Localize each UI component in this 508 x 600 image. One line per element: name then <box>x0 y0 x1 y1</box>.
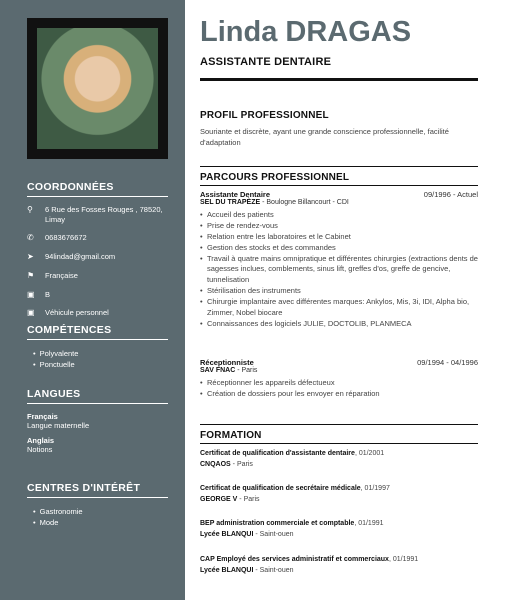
interests-section-title: CENTRES D'INTÉRÊT <box>27 482 168 498</box>
job-role: Réceptionniste <box>200 358 254 367</box>
contact-section-title: COORDONNÉES <box>27 181 168 197</box>
education-degree: Certificat de qualification de secrétaire médicale <box>200 485 361 492</box>
education-school: GEORGE V <box>200 495 238 503</box>
car-icon: ▣ <box>27 308 35 318</box>
task-item: • Réceptionner les appareils défectueux <box>200 378 478 389</box>
contact-license-text: B <box>45 289 51 299</box>
education-school: Lycée BLANQUI <box>200 530 254 538</box>
language-level: Langue maternelle <box>27 421 90 430</box>
job-header <box>200 358 478 367</box>
skill-item: • Polyvalente <box>27 348 168 359</box>
car-icon: ▣ <box>27 289 35 299</box>
task-item: • Création de dossiers pour les envoyer en réparation <box>200 389 478 400</box>
education-entry <box>200 449 478 470</box>
language-level: Notions <box>27 445 53 454</box>
task-list <box>200 378 478 400</box>
job-employer: SAV FNAC <box>200 367 236 374</box>
education-year: , 01/2001 <box>354 450 385 457</box>
task-item: • Relation entre les laboratoires et le Cabinet <box>200 232 478 243</box>
contact-phone-text: 0683676672 <box>45 233 87 243</box>
task-item: • Chirurgie implantaire avec différentes marques: Ankylos, Mis, 3i, IDI, Alpha bio, Zimmer, Nobel biocare <box>200 297 478 319</box>
skill-item: • Ponctuelle <box>27 359 168 370</box>
task-item: • Gestion des stocks et des commandes <box>200 243 478 254</box>
contact-license <box>27 290 168 301</box>
job-employer: SEL DU TRAPÈZE <box>200 199 261 206</box>
education-degree: Certificat de qualification d'assistante dentaire <box>200 450 355 457</box>
job-dates: 09/1994 - 04/1996 <box>417 358 478 367</box>
interests-section <box>27 482 168 529</box>
education-entry <box>200 519 478 540</box>
job-entry <box>200 358 478 400</box>
education-degree: BEP administration commerciale et comptable <box>200 520 355 527</box>
job-details: - Paris <box>235 367 258 374</box>
education-section-title: FORMATION <box>200 430 478 444</box>
education-entry <box>200 484 478 505</box>
send-icon: ➤ <box>27 252 34 262</box>
education-degree-line <box>200 449 478 460</box>
header-divider <box>200 78 478 81</box>
job-employer-line <box>200 367 478 374</box>
profile-divider <box>200 166 478 167</box>
contact-email <box>27 252 168 263</box>
language-name: Anglais <box>27 436 55 445</box>
job-header <box>200 190 478 199</box>
education-degree: CAP Employé des services administratif et commerciaux <box>200 556 389 563</box>
contact-vehicle <box>27 308 168 319</box>
task-item: • Stérilisation des instruments <box>200 286 478 297</box>
job-role: Assistante Dentaire <box>200 190 271 199</box>
education-school-line <box>200 566 478 577</box>
education-place: - Paris <box>230 460 253 468</box>
education-year: , 01/1991 <box>388 556 419 563</box>
education-place: - Saint-ouen <box>253 530 294 538</box>
task-item: • Prise de rendez-vous <box>200 221 478 232</box>
location-pin-icon: ⚲ <box>27 205 33 214</box>
language-name: Français <box>27 412 58 421</box>
job-employer-line <box>200 199 478 206</box>
contact-nationality-text: Française <box>45 270 78 280</box>
contact-address <box>27 205 168 225</box>
contact-address-text: 6 Rue des Fosses Rouges , 78520, Limay <box>45 205 163 225</box>
skills-section <box>27 324 168 371</box>
education-place: - Paris <box>237 495 260 503</box>
job-title: ASSISTANTE DENTAIRE <box>200 56 332 68</box>
education-school: Lycée BLANQUI <box>200 566 254 574</box>
education-place: - Saint-ouen <box>253 566 294 574</box>
education-school-line <box>200 495 478 506</box>
languages-section-title: LANGUES <box>27 388 168 404</box>
education-school-line <box>200 460 478 471</box>
contact-section <box>27 181 168 327</box>
profile-section-title: PROFIL PROFESSIONNEL <box>200 110 329 121</box>
interest-item: • Gastronomie <box>27 506 168 517</box>
task-list <box>200 210 478 330</box>
phone-icon: ✆ <box>27 233 34 243</box>
candidate-name: Linda DRAGAS <box>200 16 412 48</box>
contact-nationality <box>27 271 168 282</box>
task-item: • Connaissances des logiciels JULIE, DOCTOLIB, PLANMECA <box>200 319 478 330</box>
languages-section <box>27 388 168 460</box>
education-school: CNQAOS <box>200 460 231 468</box>
profile-photo-frame <box>27 18 168 159</box>
profile-photo <box>37 28 158 149</box>
experience-divider <box>200 424 478 425</box>
job-dates: 09/1996 - Actuel <box>423 190 478 199</box>
profile-text: Souriante et discrète, ayant une grande conscience professionnelle, facilité d'adaptation <box>200 127 449 148</box>
contact-email-text: 94lindad@gmail.com <box>45 252 116 262</box>
skills-section-title: COMPÉTENCES <box>27 324 168 340</box>
education-degree-line <box>200 484 478 495</box>
interest-item: • Mode <box>27 517 168 528</box>
flag-icon: ⚑ <box>27 270 35 280</box>
task-item: • Accueil des patients <box>200 210 478 221</box>
education-year: , 01/1991 <box>354 520 384 527</box>
education-degree-line <box>200 555 478 566</box>
experience-section-title: PARCOURS PROFESSIONNEL <box>200 172 478 186</box>
task-item: • Travail à quatre mains omnipratique et différentes chirurgies (extractions dents de sagesses inclues, comblements, sinus lift, greffes d'os, greffe de gencive, tunnelisation <box>200 254 478 287</box>
education-degree-line <box>200 519 478 530</box>
education-year: , 01/1997 <box>360 485 390 492</box>
job-details: - Boulogne Billancourt - CDI <box>260 199 349 206</box>
sidebar <box>0 0 185 600</box>
education-entry <box>200 555 478 576</box>
job-entry <box>200 190 478 330</box>
contact-vehicle-text: Véhicule personnel <box>45 308 109 318</box>
education-school-line <box>200 530 478 541</box>
contact-phone <box>27 233 168 244</box>
